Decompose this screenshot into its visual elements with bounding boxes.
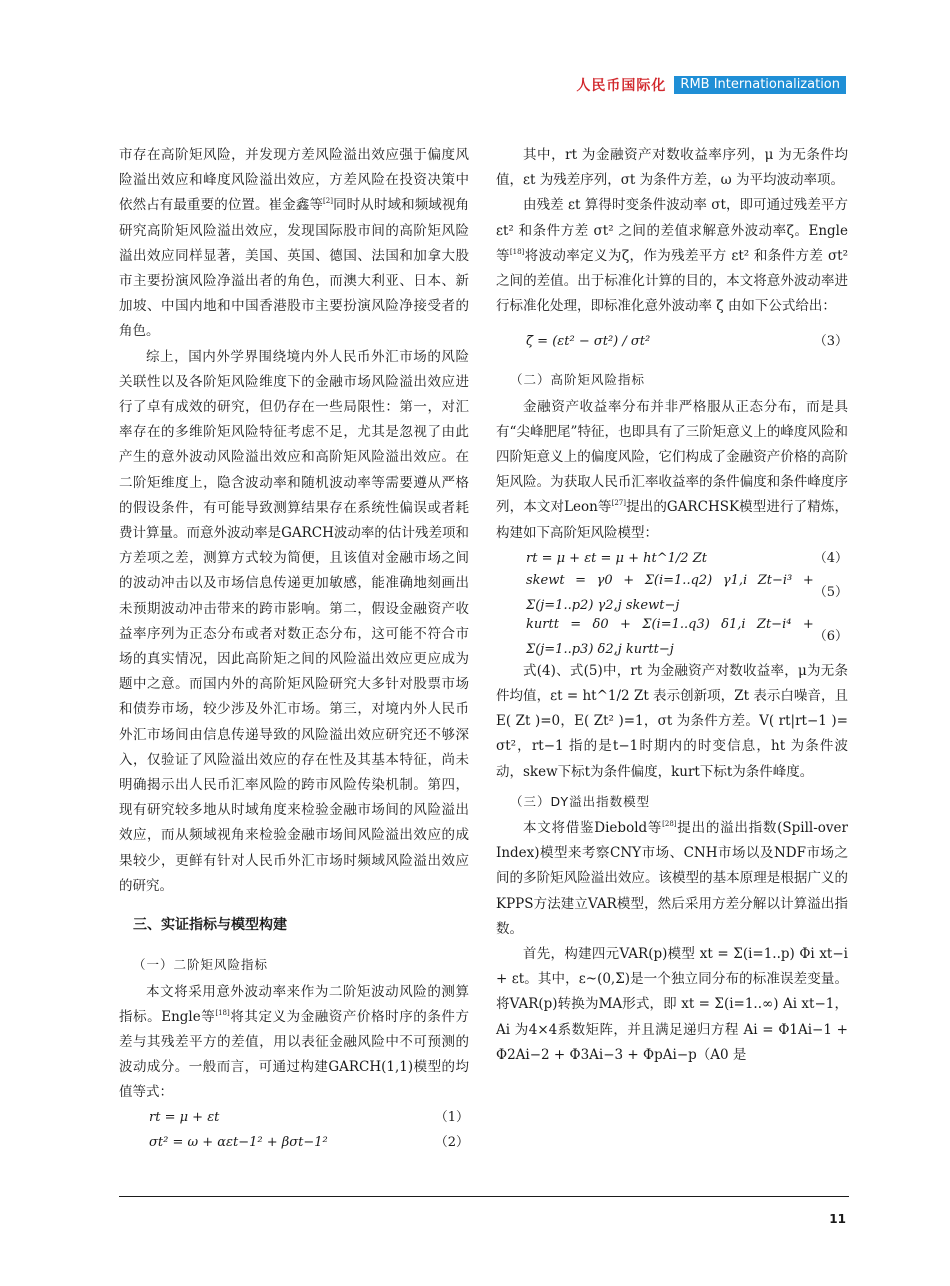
equation-1-body: rt = μ + εt xyxy=(149,1110,220,1126)
section-title: 三、实证指标与模型构建 xyxy=(133,917,287,934)
right-paragraph-3 xyxy=(496,395,848,546)
ref-18b: [18] xyxy=(509,247,525,256)
footer-rule xyxy=(119,1196,849,1197)
ref-2: [2] xyxy=(323,197,333,206)
equation-2 xyxy=(119,1131,469,1156)
equation-3-number: （3） xyxy=(813,333,848,349)
left-p1-text: 市存在高阶矩风险，并发现方差风险溢出效应强于偏度风险溢出效应和峰度风险溢出效应，方差风险在投资决策中依然占有最重要的位置。崔金鑫等 xyxy=(119,147,469,214)
right-p3b-text: 提出的GARCHSK模型进行了精炼，构建如下高阶矩风险模型： xyxy=(496,499,848,541)
subsection-dy-spillover: （三）DY溢出指数模型 xyxy=(510,793,651,809)
equation-3-body: ζ̄ = (εt² − σt²) / σt² xyxy=(526,333,651,349)
right-column xyxy=(496,143,848,1068)
ref-18: [18] xyxy=(215,1008,230,1017)
ref-28: [28] xyxy=(662,820,677,829)
right-paragraph-1: 其中，rt 为金融资产对数收益率序列，μ 为无条件均值，εt 为残差序列，σt 为条件方差，ω 为平均波动率项。 xyxy=(496,147,848,189)
header-title-cn: 人民币国际化 xyxy=(576,78,667,94)
left-paragraph-1 xyxy=(119,143,469,345)
right-paragraph-4: 式(4)、式(5)中，rt 为金融资产对数收益率，μ为无条件均值，εt = ht^1/2 Zt 表示创新项，Zt 表示白噪音，且E( Zt )=0，E( Zt² )=1，σt 为条件方差。V( rt|rt−1 )= σt²，rt−1 指的是t−1时期内的时变信息，ht 为条件波动，skew下标t为条件偏度，kurt下标t为条件峰度。 xyxy=(496,662,848,780)
ref-27: [27] xyxy=(611,499,626,508)
equation-6-number: （6） xyxy=(813,629,848,645)
equation-5 xyxy=(496,571,848,615)
left-paragraph-2: 综上，国内外学界围绕境内外人民币外汇市场的风险关联性以及各阶矩风险维度下的金融市场风险溢出效应进行了卓有成效的研究，但仍存在一些局限性：第一，对汇率存在的多维阶矩风险特征考虑不足，尤其是忽视了由此产生的意外波动风险溢出效应和高阶矩风险溢出效应。在二阶矩维度上，隐含波动率和随机波动率等需要遵从严格的假设条件，有可能导致测算结果存在系统性偏误或者耗费计算量。而意外波动率是GARCH波动率的估计残差项和方差项之差，测算方式较为简便，且该值对金融市场之间的波动冲击以及市场信息传递更加敏感，能准确地刻画出未预期波动冲击带来的跨市影响。第二，假设金融资产收益率序列为正态分布或者对数正态分布，这可能不符合市场的真实情况，因此高阶矩之间的风险溢出效应更应成为题中之意。而国内外的高阶矩风险研究大多针对股票市场和债券市场，较少涉及外汇市场。第三，对境内外人民币外汇市场间由信息传递导致的风险溢出效应研究还不够深入，仅验证了风险溢出效应的存在性及其基本特征，尚未明确揭示出人民币汇率风险的跨市风险传染机制。第四，现有研究较多地从时域角度来检验金融市场间的风险溢出效应，而从频域视角来检验金融市场间风险溢出效应的成果较少，更鲜有针对人民币外汇市场时频域风险溢出效应的研究。 xyxy=(119,348,469,894)
equation-4-number: （4） xyxy=(813,550,848,566)
equation-5-body: skewt = γ0 + Σ(i=1..q2) γ1,i Zt−i³ + Σ(j=1..p2) γ2,j skewt−j xyxy=(526,572,814,613)
equation-2-number: （2） xyxy=(434,1135,469,1151)
equation-1-number: （1） xyxy=(434,1110,469,1126)
right-paragraph-2 xyxy=(496,193,848,319)
right-p5a-text: 本文将借鉴Diebold等 xyxy=(523,820,663,837)
subsection-second-moment: （一）二阶矩风险指标 xyxy=(133,957,269,973)
subsection-higher-moment: （二）高阶矩风险指标 xyxy=(510,372,646,388)
left-p1b-text: 同时从时域和频域视角研究高阶矩风险溢出效应，发现国际股市间的高阶矩风险溢出效应同样显著，美国、英国、德国、法国和加拿大股市主要扮演风险净溢出者的角色，而澳大利亚、日本、新加坡、中国内地和中国香港股市主要扮演风险净接受者的角色。 xyxy=(119,197,469,340)
equation-4-body: rt = μ + εt = μ + ht^1/2 Zt xyxy=(526,550,707,566)
right-p2b-text: 将波动率定义为ζ，作为残差平方 εt² 和条件方差 σt² 之间的差值。出于标准化计算的目的，本文将意外波动率进行标准化处理，即标准化意外波动率 ζ̄ 由如下公式给出： xyxy=(496,247,849,315)
equation-5-number: （5） xyxy=(813,585,848,601)
equation-1 xyxy=(119,1106,469,1131)
right-paragraph-6: 首先，构建四元VAR(p)模型 xt = Σ(i=1..p) Φi xt−i + εt。其中，ε~(0,Σ)是一个独立同分布的标准误差变量。将VAR(p)转换为MA形式，即 xt = Σ(i=1..∞) Ai xt−1，Ai 为4×4系数矩阵，并且满足递归方程 Ai = Φ1Ai−1 + Φ2Ai−2 + Φ3Ai−3 + ΦpAi−p（A0 是 xyxy=(496,946,848,1063)
right-p2a-text: 由残差 εt 算得时变条件波动率 σt，即可通过残差平方 εt² 和条件方差 σt² 之间的差值求解意外波动率ζ。Engle等 xyxy=(496,197,848,264)
page-number: 11 xyxy=(829,1212,846,1226)
left-p3b-text: 将其定义为金融资产价格时序的条件方差与其残差平方的差值，用以表征金融风险中不可预测的波动成分。一般而言，可通过构建GARCH(1,1)模型的均值等式： xyxy=(119,1008,470,1101)
right-p3a-text: 金融资产收益率分布并非严格服从正态分布，而是具有“尖峰肥尾”特征，也即具有了三阶矩意义上的峰度风险和四阶矩意义上的偏度风险，它们构成了金融资产价格的高阶矩风险。为获取人民币汇率收益率的条件偏度和条件峰度序列，本文对Leon等 xyxy=(496,398,848,516)
header-title-en: RMB Internationalization xyxy=(674,76,846,94)
right-paragraph-5 xyxy=(496,816,848,942)
right-p5b-text: 提出的溢出指数(Spill-over Index)模型来考察CNY市场、CNH市场以及NDF市场之间的多阶矩风险溢出效应。该模型的基本原理是根据广义的KPPS方法建立VAR模型，然后采用方差分解以计算溢出指数。 xyxy=(496,820,848,937)
left-p3a-text: 本文将采用意外波动率来作为二阶矩波动风险的测算指标。Engle等 xyxy=(119,983,469,1025)
equation-3 xyxy=(496,319,848,363)
equation-6-body: kurtt = δ0 + Σ(i=1..q3) δ1,i Zt−i⁴ + Σ(j=1..p3) δ2,j kurtt−j xyxy=(526,616,814,657)
left-paragraph-3 xyxy=(119,980,469,1106)
equation-6 xyxy=(496,615,848,659)
equation-2-body: σt² = ω + αεt−1² + βσt−1² xyxy=(149,1135,328,1151)
left-column xyxy=(119,143,469,1156)
running-header xyxy=(576,76,846,94)
